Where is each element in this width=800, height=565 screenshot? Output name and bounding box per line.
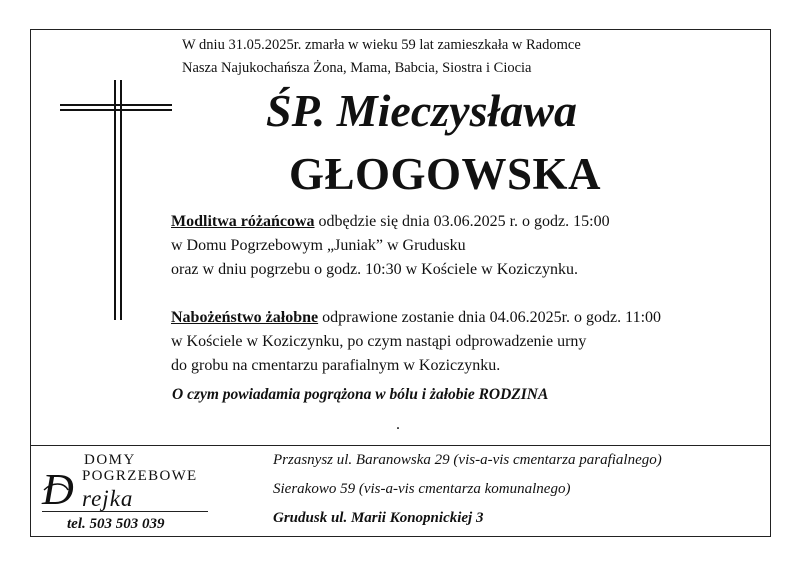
intro-line-2: Nasza Najukochańsza Żona, Mama, Babcia, Siostra i Ciocia <box>182 60 532 76</box>
funeral-paragraph <box>171 306 661 378</box>
logo-text-drejka: rejka <box>82 486 134 511</box>
deceased-first-name: ŚP. Mieczysława <box>266 85 577 136</box>
logo-underline <box>42 511 208 512</box>
deceased-surname: GŁOGOWSKA <box>289 149 602 199</box>
phone-number: tel. 503 503 039 <box>67 516 165 532</box>
address-sierakowo: Sierakowo 59 (vis-a-vis cmentarza komunalnego) <box>273 481 571 497</box>
rosary-heading: Modlitwa różańcowa <box>171 213 315 230</box>
rosary-line-3: oraz w dniu pogrzebu o godz. 10:30 w Kościele w Koziczynku. <box>171 261 578 278</box>
funeral-line-1: odprawione zostanie dnia 04.06.2025r. o godz. 11:00 <box>318 309 662 326</box>
funeral-line-2: w Kościele w Koziczynku, po czym nastąpi odprowadzenie urny <box>171 333 587 350</box>
rosary-line-1: odbędzie się dnia 03.06.2025 r. o godz. 15:00 <box>314 213 610 230</box>
address-grudusk: Grudusk ul. Marii Konopnickiej 3 <box>273 510 484 526</box>
cross-icon <box>60 80 172 320</box>
rosary-paragraph <box>171 210 610 282</box>
intro-line-1: W dniu 31.05.2025r. zmarła w wieku 59 lat zamieszkała w Radomce <box>182 37 581 53</box>
logo-initial-icon <box>38 460 88 512</box>
funeral-line-3: do grobu na cmentarzu parafialnym w Koziczynku. <box>171 357 501 374</box>
logo-text-domy: DOMY <box>84 452 136 468</box>
dot-mark: . <box>396 416 400 433</box>
closing-line: O czym powiadamia pogrążona w bólu i żałobie RODZINA <box>172 386 549 403</box>
logo-initial: D <box>42 465 74 512</box>
footer-divider <box>31 445 770 446</box>
rosary-line-2: w Domu Pogrzebowym „Juniak” w Grudusku <box>171 237 466 254</box>
logo-text-pogrzebowe: POGRZEBOWE <box>82 468 198 484</box>
funeral-heading: Nabożeństwo żałobne <box>171 309 319 326</box>
address-przasnysz: Przasnysz ul. Baranowska 29 (vis-a-vis cmentarza parafialnego) <box>273 452 662 468</box>
